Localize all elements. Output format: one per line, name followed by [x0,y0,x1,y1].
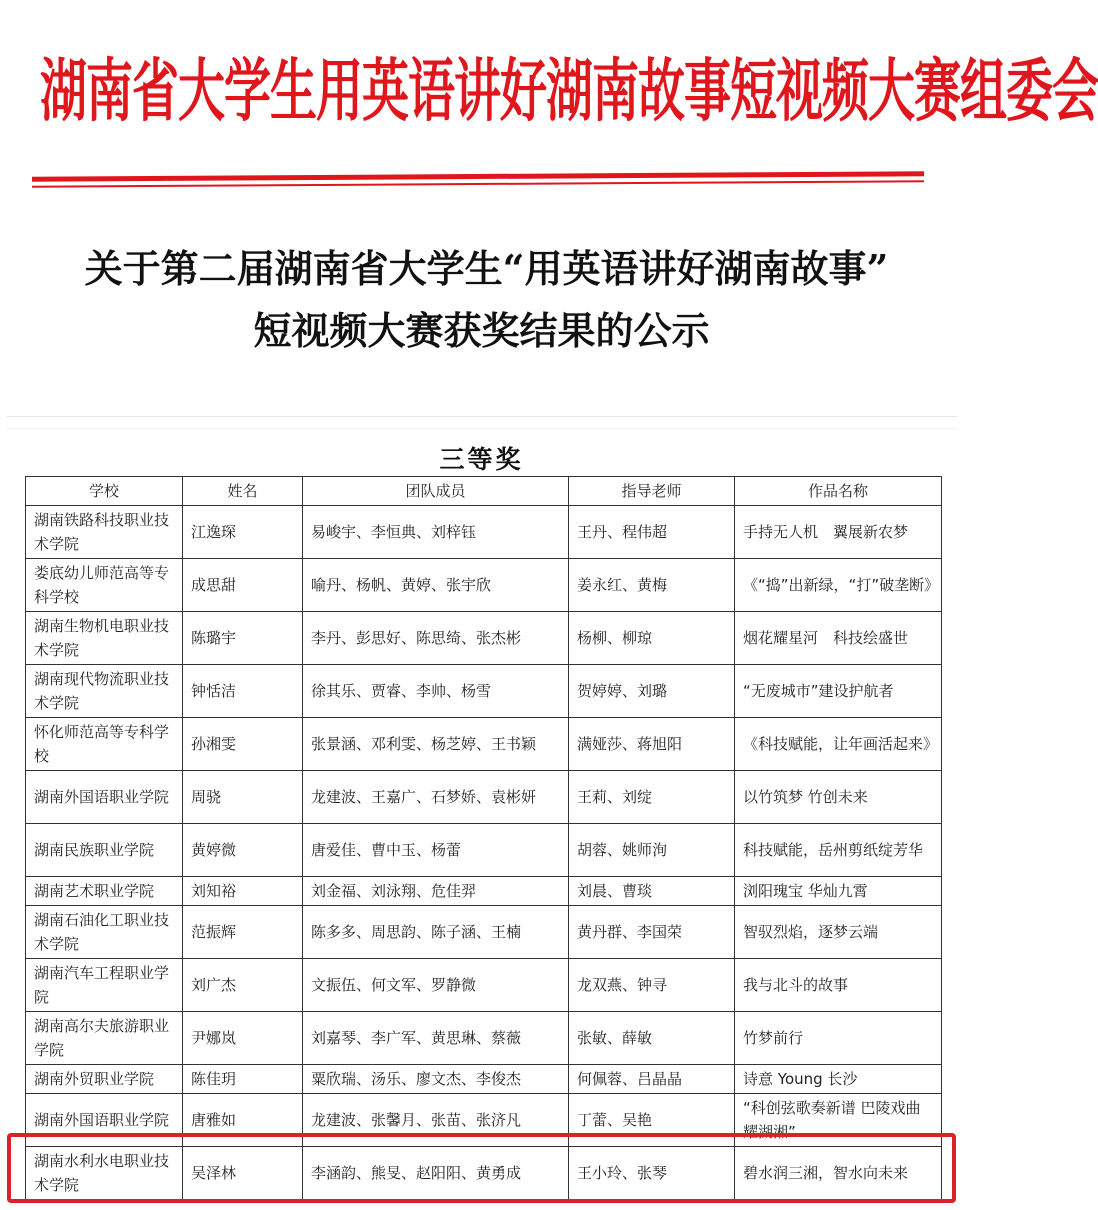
cell-name: 范振辉 [183,906,303,959]
cell-work: “无废城市”建设护航者 [735,665,942,718]
table-row [26,718,942,771]
cell-work: 以竹筑梦 竹创未来 [735,771,942,824]
cell-work: “科创弦歌奏新谱 巴陵戏曲耀湖湘” [735,1094,942,1147]
award-level-heading: 三等奖 [439,445,524,474]
cell-advisors: 贺婷婷、刘璐 [569,665,735,718]
cell-school: 娄底幼儿师范高等专科学校 [26,559,183,612]
cell-work: 科技赋能，岳州剪纸绽芳华 [735,824,942,877]
organization-title: 湖南省大学生用英语讲好湖南故事短视频大赛组委会 [40,52,1098,132]
cell-advisors: 龙双燕、钟寻 [569,959,735,1012]
table-row [26,771,942,824]
cell-work: 烟花耀星河 科技绘盛世 [735,612,942,665]
column-header-school: 学校 [26,477,183,506]
table-row [26,1065,942,1094]
cell-work: 碧水润三湘，智水向未来 [735,1147,942,1200]
cell-members: 刘金福、刘泳翔、危佳羿 [303,877,569,906]
cell-members: 易峻宇、李恒典、刘梓钰 [303,506,569,559]
cell-school: 湖南生物机电职业技术学院 [26,612,183,665]
cell-work: 《“捣”出新绿，“打”破垄断》 [735,559,942,612]
cell-members: 刘嘉琴、李广军、黄思琳、蔡薇 [303,1012,569,1065]
page-divider [6,416,957,417]
cell-advisors: 张敏、薛敏 [569,1012,735,1065]
table-row [26,559,942,612]
cell-name: 唐雅如 [183,1094,303,1147]
cell-school: 湖南高尔夫旅游职业学院 [26,1012,183,1065]
cell-name: 陈璐宇 [183,612,303,665]
document-title [0,238,963,362]
cell-work: 手持无人机 翼展新农梦 [735,506,942,559]
cell-advisors: 胡蓉、姚师洵 [569,824,735,877]
cell-members: 龙建波、王嘉广、石梦娇、袁彬妍 [303,771,569,824]
table-row [26,906,942,959]
cell-members: 粟欣瑞、汤乐、廖文杰、李俊杰 [303,1065,569,1094]
cell-members: 喻丹、杨帆、黄婷、张宇欣 [303,559,569,612]
document-title-line-1: 关于第二届湖南省大学生“用英语讲好湖南故事” [84,246,889,291]
cell-members: 李涵韵、熊旻、赵阳阳、黄勇成 [303,1147,569,1200]
table-row [26,959,942,1012]
column-header-advisors: 指导老师 [569,477,735,506]
document-title-line-2: 短视频大赛获奖结果的公示 [253,308,710,353]
cell-name: 孙湘雯 [183,718,303,771]
cell-advisors: 王小玲、张琴 [569,1147,735,1200]
cell-school: 湖南民族职业学院 [26,824,183,877]
cell-name: 成思甜 [183,559,303,612]
cell-name: 黄婷微 [183,824,303,877]
cell-school: 湖南外国语职业学院 [26,771,183,824]
cell-members: 龙建波、张馨月、张苗、张济凡 [303,1094,569,1147]
table-header-row [26,477,942,506]
cell-school: 湖南现代物流职业技术学院 [26,665,183,718]
cell-name: 钟恬洁 [183,665,303,718]
cell-advisors: 丁蕾、吴艳 [569,1094,735,1147]
table-row [26,877,942,906]
column-header-name: 姓名 [183,477,303,506]
cell-advisors: 何佩蓉、吕晶晶 [569,1065,735,1094]
cell-school: 湖南艺术职业学院 [26,877,183,906]
table-row [26,824,942,877]
cell-advisors: 刘晨、曹琰 [569,877,735,906]
cell-work: 《科技赋能，让年画活起来》 [735,718,942,771]
cell-advisors: 黄丹群、李国荣 [569,906,735,959]
table-row-highlighted [26,1147,942,1200]
cell-name: 江逸琛 [183,506,303,559]
cell-school: 湖南汽车工程职业学院 [26,959,183,1012]
cell-school: 湖南铁路科技职业技术学院 [26,506,183,559]
cell-work: 浏阳瑰宝 华灿九霄 [735,877,942,906]
cell-members: 张景涵、邓利雯、杨芝婷、王书颖 [303,718,569,771]
cell-advisors: 姜永红、黄梅 [569,559,735,612]
column-header-work: 作品名称 [735,477,942,506]
cell-school: 湖南外贸职业学院 [26,1065,183,1094]
cell-name: 吴泽林 [183,1147,303,1200]
cell-members: 陈多多、周思韵、陈子涵、王楠 [303,906,569,959]
cell-members: 徐其乐、贾睿、李帅、杨雪 [303,665,569,718]
cell-name: 刘广杰 [183,959,303,1012]
cell-work: 我与北斗的故事 [735,959,942,1012]
cell-school: 湖南石油化工职业技术学院 [26,906,183,959]
table-row [26,665,942,718]
cell-name: 陈佳玥 [183,1065,303,1094]
cell-members: 李丹、彭思好、陈思绮、张杰彬 [303,612,569,665]
cell-work: 诗意 Young 长沙 [735,1065,942,1094]
table-row [26,1094,942,1147]
page-divider-secondary [6,428,957,429]
letterhead-red-rule-thin [32,180,924,187]
table-row [26,506,942,559]
cell-advisors: 杨柳、柳琼 [569,612,735,665]
cell-name: 刘知裕 [183,877,303,906]
cell-school: 湖南外国语职业学院 [26,1094,183,1147]
letterhead [0,0,1098,200]
cell-members: 文振伍、何文军、罗静微 [303,959,569,1012]
cell-advisors: 王莉、刘绽 [569,771,735,824]
awards-table [25,476,942,1200]
cell-name: 周骁 [183,771,303,824]
table-row [26,1012,942,1065]
cell-advisors: 王丹、程伟超 [569,506,735,559]
cell-advisors: 满娅莎、蒋旭阳 [569,718,735,771]
cell-school: 怀化师范高等专科学校 [26,718,183,771]
cell-work: 竹梦前行 [735,1012,942,1065]
cell-school: 湖南水利水电职业技术学院 [26,1147,183,1200]
cell-members: 唐爱佳、曹中玉、杨蕾 [303,824,569,877]
column-header-members: 团队成员 [303,477,569,506]
cell-work: 智驭烈焰，逐梦云端 [735,906,942,959]
cell-name: 尹娜岚 [183,1012,303,1065]
table-row [26,612,942,665]
